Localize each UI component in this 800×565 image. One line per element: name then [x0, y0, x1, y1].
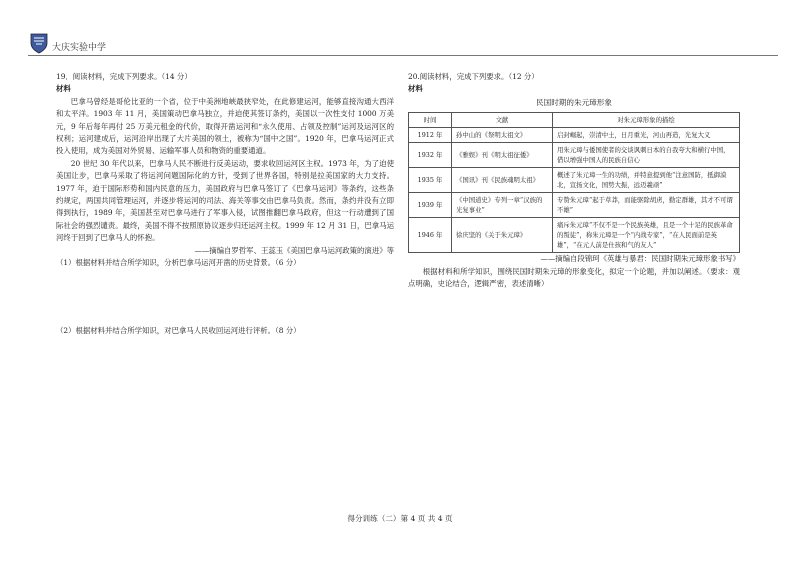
column-header: 对朱元璋形象的描绘	[553, 113, 740, 128]
table-row	[409, 143, 740, 168]
column-header: 文献	[452, 113, 553, 128]
table-cell-year: 1912 年	[409, 128, 452, 143]
question-20	[408, 71, 740, 290]
table-cell-description: 痛斥朱元璋“不仅不是一个民族英雄，且是一个十足的民族革命的叛徒”，称朱元璋是一个“内战专家”，“在人民面前是英雄”，“在元人前是仕孩和气的友人”	[553, 218, 740, 253]
answer-space	[56, 270, 394, 325]
table-cell-description: 专赞朱元璋“起于草莽，而能驱除胡虏，勤定群雄，其才不可谓不雄”	[553, 193, 740, 218]
table-cell-description: 概述了朱元璋一生的功绩，并特意提到他“注意国防，抵御漠北，宣扬文化，国势大振，远迈羲顽”	[553, 168, 740, 193]
school-name: 大庆实验中学	[52, 43, 107, 53]
q20-requirement: 根据材料和所学知识，围绕民国时期朱元璋的形象变化，拟定一个论题，并加以阐述。（要求：观点明确，史论结合，逻辑严密，表述清晰）	[408, 266, 740, 289]
table-caption: 民国时期的朱元璋形象	[536, 97, 612, 107]
table-cell-document: 徐庆坚的《关于朱元璋》	[452, 218, 553, 253]
q19-title: 19．阅读材料，完成下列要求。（14 分）	[56, 72, 192, 81]
table-cell-document: 《雅娱》刊《明太祖征倭》	[452, 143, 553, 168]
table-cell-document: 孙中山的《祭明太祖文》	[452, 128, 553, 143]
page-footer: 得分训练（二）第 4 页 共 4 页	[347, 514, 453, 523]
question-19	[56, 71, 394, 337]
table-header-row	[409, 113, 740, 128]
zhu-yuanzhang-table	[408, 112, 740, 253]
table-cell-year: 1946 年	[409, 218, 452, 253]
table-cell-description: 启封崛起，崇清中土，日月重光，河山再造，光复大义	[553, 128, 740, 143]
table-cell-document: 《国讯》刊《民族魂明太祖》	[452, 168, 553, 193]
table-row	[409, 168, 740, 193]
q19-subquestion-2: （2）根据材料并结合所学知识，对巴拿马人民收回运河进行评析。（8 分）	[56, 325, 301, 335]
q19-paragraph: 巴拿马曾经是哥伦比亚的一个省，位于中美洲地峡最狭窄处，在此修建运河，能够直接沟通大西洋和太平洋。1903 年 11 月，美国策动巴拿马独立，并迫使其签订条约，美国以一次性支付 1000 万美元，9 年后每年再付 25 万美元租金的代价，取得开凿运河和“永久使用、占领及控制”运河及运河区的权利；运河建成后，运河沿岸出现了大片美国的领土，被称为“国中之国”。1920 年，巴拿马运河正式投入使用，成为美国对外贸易、运输军事人员和物资的重要通道。	[56, 96, 394, 156]
q20-material-label: 材料	[408, 84, 423, 94]
q20-title: 20.阅读材料，完成下列要求。（12 分）	[408, 72, 539, 81]
table-cell-year: 1932 年	[409, 143, 452, 168]
q20-source: ——摘编自段锦珂《英雄与暴君：民国时期朱元璋形象书写》	[540, 254, 740, 264]
school-logo-icon	[28, 32, 50, 54]
table-cell-description: 用朱元璋与倭国使者的交谈讽刺日本的自我夸大和横行中国，借以增强中国人的民族自信心	[553, 143, 740, 168]
page-header	[28, 28, 778, 56]
q19-source: ——摘编自罗哲军、王蕊玉《美国巴拿马运河政策的演进》等	[194, 245, 394, 255]
table-cell-year: 1935 年	[409, 168, 452, 193]
table-row	[409, 128, 740, 143]
table-row	[409, 218, 740, 253]
q19-material-label: 材料	[56, 84, 71, 94]
column-header: 时间	[409, 113, 452, 128]
table-cell-year: 1939 年	[409, 193, 452, 218]
table-cell-document: 《中国道史》专列一章“汉族的光复事业”	[452, 193, 553, 218]
table-row	[409, 193, 740, 218]
header-rule	[28, 55, 778, 56]
q19-paragraph: 20 世纪 30 年代以来，巴拿马人民不断进行反美运动，要求收回运河区主权。1973 年，为了迫使美国让步，巴拿马采取了将运河问题国际化的方针，受到了世界各国，特别是拉美国家的大力支持。1977 年，迫于国际形势和国内民意的压力，美国政府与巴拿马签订了《巴拿马运河》等条约，这些条约规定，两国共同管理运河，并逐步将运河的司法、海关等事交由巴拿马负责。然而，条约并没有立即得到执行，1989 年，美国甚至对巴拿马进行了军事入侵，试图推翻巴拿马政府，但这一行动遭到了国际社会的强烈谴责。最终，美国不得不按照原协议逐步归还运河主权。1999 年 12 月 31 日，巴拿马运河终于回到了巴拿马人的怀抱。	[56, 158, 394, 243]
q19-subquestion-1: （1）根据材料并结合所学知识，分析巴拿马运河开凿的历史背景。（6 分）	[56, 258, 301, 268]
